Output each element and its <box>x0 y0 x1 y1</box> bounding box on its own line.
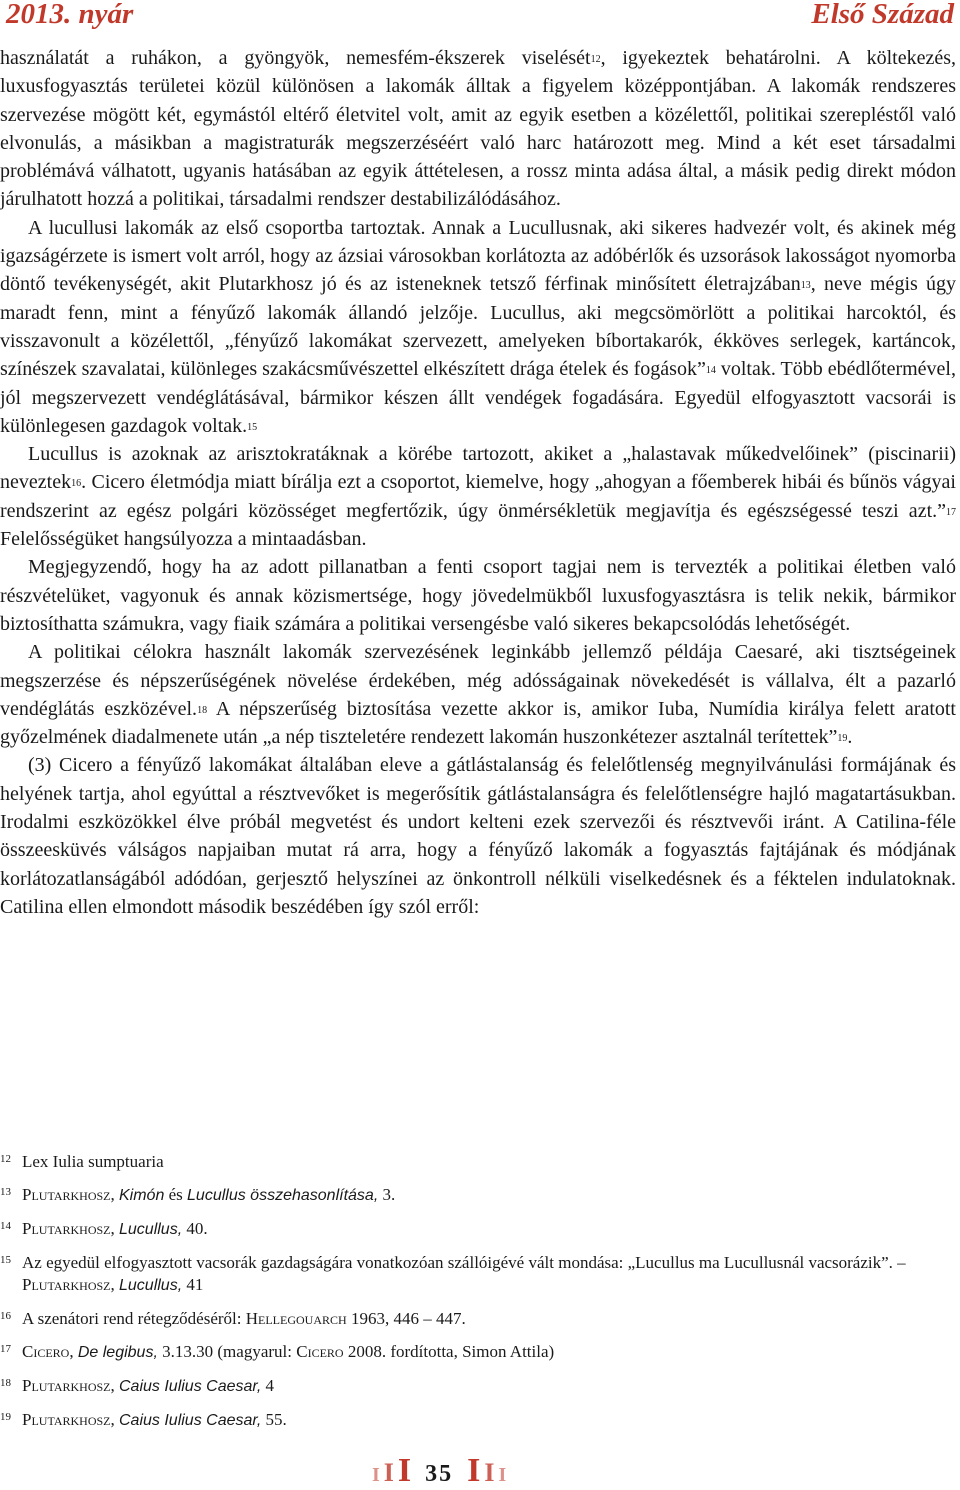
paragraph-text: A lucullusi lakomák az első csoportba tartoztak. Annak a Lucullusnak, aki sikeres hadvezér volt, és akinek még igazságérzete is ismert volt arról, hogy az ázsiai városokban korlátozta az adóbérlők és uzsorások lakosságot nyomorba döntő tevékenységét, akit Plutarkhosz jó és az isteneknek tetsző férfinak minősített életrajzában <box>0 216 956 296</box>
work-title: De legibus, <box>77 1344 158 1361</box>
footnote-text: 1963, 446 – 447. <box>346 1309 466 1328</box>
footnotes <box>0 1151 956 1443</box>
work-title: Lucullus összehasonlítása, <box>187 1187 379 1204</box>
footnote-text: 2008. fordította, Simon Attila) <box>343 1342 555 1361</box>
author-name: Plutarkhosz <box>22 1410 111 1429</box>
footnote-number: 18 <box>0 1377 11 1389</box>
paragraph-text: (3) Cicero a fényűző lakomákat általában eleve a gátlástalanság és felelőtlenség megnyilvánulási formájának és helyének tartja, ahol egyúttal a résztvevőket is megerősítik gátlástalanságra és felelőtlenségre hajló magatartásukban. Irodalmi eszközökkel élve próbál megvetést és undort kelteni ezek szervezői és résztvevői iránt. A Catilina-féle összeesküvés válságos napjaiban mutat rá arra, hogy a fényűző lakomák a fogyasztás fajtájának és módjának korlátozatlanságából adódóan, gerjesztő helyszínei az önkontroll nélküli viselkedésnek és a féktelen indulatoknak. Catilina ellen elmondott második beszédében így szól erről: <box>0 754 956 918</box>
footnote-text: 4 <box>261 1376 275 1395</box>
footnote-ref[interactable]: 17 <box>946 506 956 518</box>
paragraph <box>0 638 956 751</box>
work-title: Lucullus, <box>119 1277 183 1294</box>
ornament-bar: I <box>467 1452 481 1489</box>
article-body <box>0 44 956 921</box>
paragraph <box>0 214 956 440</box>
footnote-text: 3.13.30 (magyarul: <box>157 1342 297 1361</box>
paragraph-text: . Cicero életmódja miatt bírálja ezt a csoportot, kiemelve, hogy „ahogyan a főemberek hibái és bűnös vágyai rendszerint az egész polgári közösséget megfertőzik, úgy önmérsékletük megjavítja és egészségessé teszi azt.” <box>0 471 956 522</box>
footnote-number: 15 <box>0 1254 11 1266</box>
author-name: Plutarkhosz <box>22 1376 111 1395</box>
footnote-text: és <box>164 1185 188 1204</box>
paragraph-text: Felelősségüket hangsúlyozza a mintaadásban. <box>0 528 367 551</box>
footnote-text: 41 <box>182 1275 204 1294</box>
footnote-number: 13 <box>0 1186 11 1198</box>
author-name: Plutarkhosz <box>22 1219 111 1238</box>
paragraph-text: A népszerűség biztosítása vezette akkor is, amikor Iuba, Numídia királya felett aratott győzelmének diadalmenete után „a nép tiszteletére rendezett lakomán huszonkétezer asztalnál terítettek” <box>0 697 956 749</box>
ornament-bar: I <box>372 1464 380 1486</box>
paragraph-text: . <box>847 726 853 749</box>
author-name: Plutarkhosz <box>22 1275 111 1294</box>
footnote <box>0 1308 956 1330</box>
footnote-text: A szenátori rend rétegződéséről: <box>22 1309 246 1328</box>
footnote <box>0 1151 956 1173</box>
footnote-ref[interactable]: 19 <box>837 733 848 745</box>
footnote <box>0 1375 956 1398</box>
ornament-bar: I <box>397 1452 412 1489</box>
footnote-text: , <box>110 1185 119 1204</box>
footnote-text: Lex Iulia sumptuaria <box>22 1152 164 1171</box>
paragraph <box>0 751 956 921</box>
footnote <box>0 1252 956 1297</box>
footnote-text: , <box>69 1342 78 1361</box>
ornament-bar: I <box>383 1458 394 1487</box>
ornament-bar: I <box>484 1458 495 1487</box>
paragraph-text: Lucullus is azoknak az arisztokratáknak a körébe tartozott, akiket a „halastavak műkedvelőinek” (piscinarii) neveztek <box>0 443 956 494</box>
footnote-text: , <box>110 1219 119 1238</box>
footnote-number: 17 <box>0 1343 11 1355</box>
paragraph-text: , igyekeztek behatárolni. A költekezés, luxusfogyasztás területei közül különösen a lakomák álltak a figyelem középpontjában. A lakomák rendszeres szervezése mögött két, egymástól eltérő életvitel volt, amit az egyik esetben a közélettől, politikai szerepléstől való elvonulás, a másikban a magistraturák megszerzéséért való harc határozott meg. Mind a két eset társadalmi problémává válhatott, ugyanis hatásában az egyik áttételesen, a rossz minta adása által, a másik pedig direkt módon járulhatott hozzá a politikai, társadalmi rendszer destabilizálódásához. <box>0 47 956 211</box>
footnote-text: Az egyedül elfogyasztott vacsorák gazdagságára vonatkozóan szállóigévé vált mondása: „Lucullus ma Lucullusnál vacsorázik”. – <box>22 1253 906 1272</box>
footnote <box>0 1409 956 1432</box>
footnote-text: , <box>110 1376 119 1395</box>
author-name: Hellegouarch <box>245 1309 347 1328</box>
footnote-text: 55. <box>261 1410 287 1429</box>
work-title: Caius Iulius Caesar, <box>119 1378 262 1395</box>
footnote-ref[interactable]: 14 <box>705 365 716 377</box>
footnote-number: 16 <box>0 1310 11 1322</box>
footnote-number: 19 <box>0 1411 11 1423</box>
footnote-text: , <box>110 1275 119 1294</box>
page-footer <box>372 1452 592 1489</box>
journal-title: Első Század <box>811 0 954 30</box>
paragraph <box>0 553 956 638</box>
footnote-ref[interactable]: 18 <box>197 704 208 716</box>
footnote-text: 40. <box>182 1219 208 1238</box>
paragraph-text: Megjegyzendő, hogy ha az adott pillanatban a fenti csoport tagjai nem is tervezték a politikai életben való részvételüket, vagyonuk és annak közismertsége, hogy jövedelmükből luxusfogyasztásra is telik nekik, bármikor biztosíthatta számukra, vagy fiaik számára a politikai versengésbe való sikeres bekapcsolódás lehetőségét. <box>0 556 956 635</box>
paragraph <box>0 44 956 214</box>
ornament-bar: I <box>498 1464 507 1486</box>
footnote-ref[interactable]: 13 <box>800 280 811 292</box>
author-name: Cicero <box>296 1342 344 1361</box>
paragraph-text: használatát a ruhákon, a gyöngyök, nemesfém-ékszerek viselését <box>0 47 591 69</box>
footnote-text: 3. <box>378 1185 396 1204</box>
work-title: Caius Iulius Caesar, <box>119 1412 262 1429</box>
footnote-ref[interactable]: 16 <box>71 478 82 490</box>
author-name: Cicero <box>22 1342 70 1361</box>
author-name: Plutarkhosz <box>22 1185 111 1204</box>
paragraph <box>0 440 956 553</box>
footnote <box>0 1341 956 1364</box>
page-number: 35 <box>425 1461 454 1487</box>
paragraph-text: A politikai célokra használt lakomák szervezésének leginkább jellemző példája Caesaré, aki tisztségeinek megszerzése és népszerűségének növelése érdekében, még adósságainak növekedését is vállalva, élt a pazarló vendéglátás eszközével. <box>0 641 956 720</box>
footnote-ref[interactable]: 15 <box>247 421 258 433</box>
work-title: Kimón <box>119 1187 165 1204</box>
footnote <box>0 1218 956 1241</box>
footnote-number: 14 <box>0 1220 11 1232</box>
page-header <box>0 0 960 38</box>
paragraph-text: , neve mégis úgy maradt fenn, mint a fényűző lakomák állandó jelzője. Lucullus, aki megcsömörlött a politikai harcoktól, és visszavonult a közélettől, „fényűző lakomákat szervezett, amelyeken bíbortakarók, ékköves serlegek, kartáncok, színészek szavalatai, különleges szakácsművészettel elkészített drága ételek és fogások” <box>0 273 957 381</box>
footnote <box>0 1184 956 1207</box>
footnote-number: 12 <box>0 1153 11 1165</box>
issue-label: 2013. nyár <box>6 0 134 30</box>
footnote-text: , <box>110 1410 119 1429</box>
paragraph-text: voltak. Több ebédlőtermével, jól megszervezett vendéglátásával, bármikor készen állt vendégek fogadására. Egyedül elfogyasztott vacsorái is különlegesen gazdagok voltak. <box>0 358 956 437</box>
work-title: Lucullus, <box>119 1221 183 1238</box>
footnote-ref[interactable]: 12 <box>590 54 601 65</box>
